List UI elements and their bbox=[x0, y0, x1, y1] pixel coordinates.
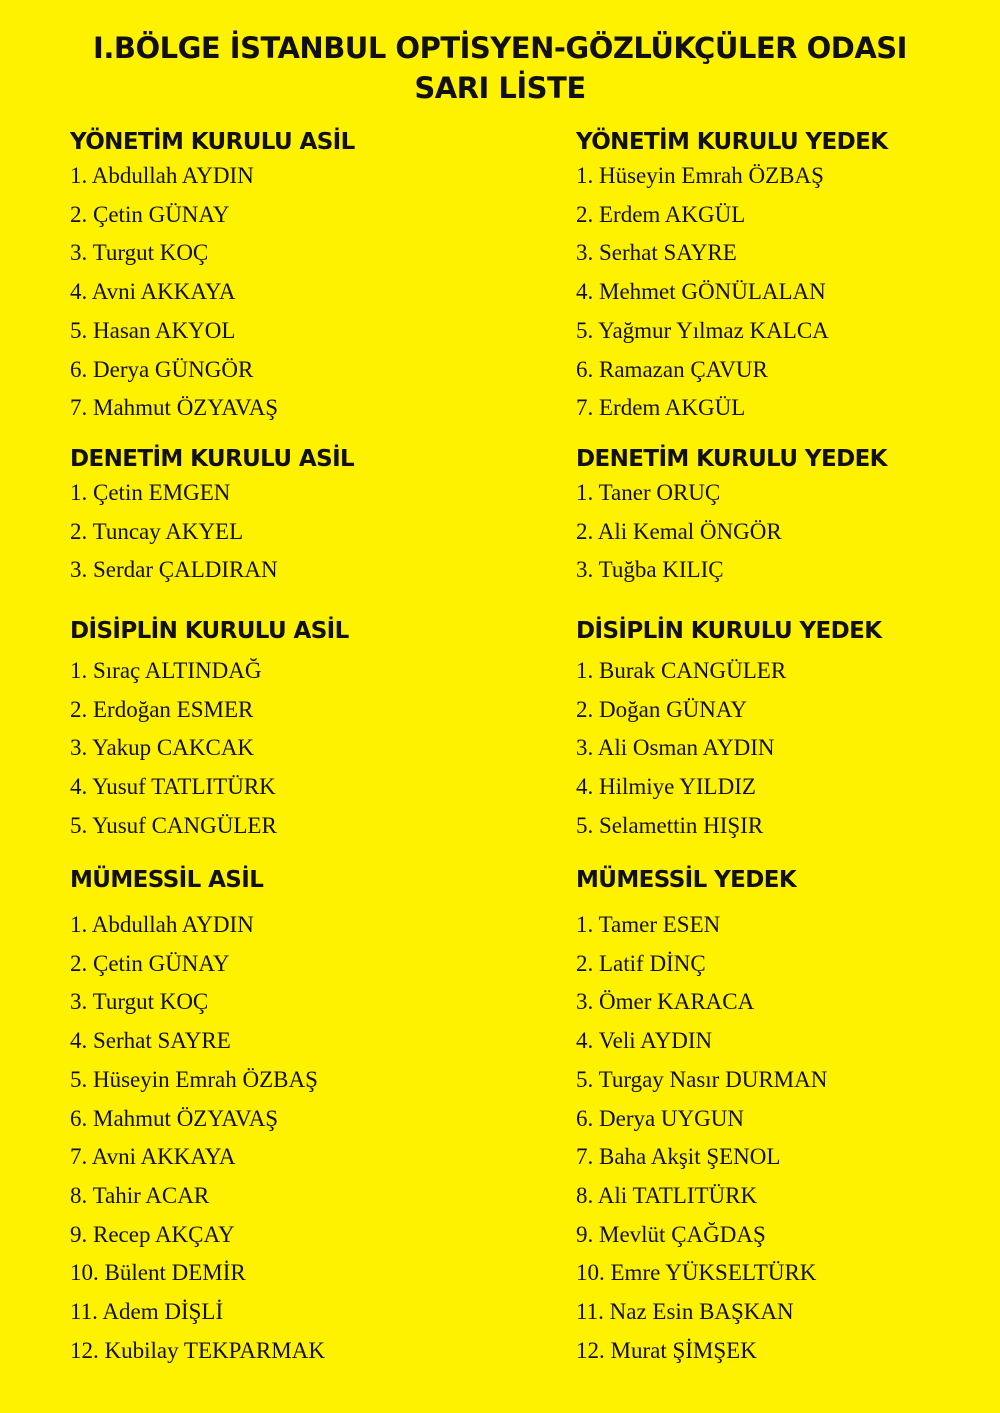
list-item: 2. Çetin GÜNAY bbox=[70, 950, 230, 976]
list-item: 1. Burak CANGÜLER bbox=[576, 658, 787, 683]
list-item: 11. Naz Esin BAŞKAN bbox=[576, 1299, 794, 1325]
list-item: 3. Serhat SAYRE bbox=[576, 240, 737, 266]
list-item: 12. Kubilay TEKPARMAK bbox=[70, 1337, 325, 1363]
list-item: 1. Taner ORUÇ bbox=[576, 480, 721, 505]
name-list bbox=[70, 906, 490, 1370]
list-item: 5. Hasan AKYOL bbox=[70, 317, 236, 343]
section-heading: MÜMESSİL YEDEK bbox=[576, 867, 797, 893]
list-item: 9. Mevlüt ÇAĞDAŞ bbox=[576, 1221, 766, 1247]
list-item: 7. Erdem AKGÜL bbox=[576, 395, 746, 421]
section-heading: DENETİM KURULU YEDEK bbox=[576, 446, 887, 472]
section-denetim-asil bbox=[70, 444, 490, 590]
name-list bbox=[576, 906, 996, 1370]
list-item: 2. Erdoğan ESMER bbox=[70, 696, 254, 722]
list-item: 2. Latif DİNÇ bbox=[576, 950, 706, 976]
list-item: 3. Serdar ÇALDIRAN bbox=[70, 557, 278, 583]
list-item: 8. Tahir ACAR bbox=[70, 1182, 210, 1208]
name-list bbox=[70, 652, 490, 846]
list-item: 3. Ömer KARACA bbox=[576, 989, 755, 1015]
list-item: 6. Mahmut ÖZYAVAŞ bbox=[70, 1105, 279, 1131]
section-heading: YÖNETİM KURULU YEDEK bbox=[576, 129, 888, 155]
section-disiplin-yedek bbox=[576, 616, 996, 846]
list-item: 1. Sıraç ALTINDAĞ bbox=[70, 658, 262, 683]
list-item: 4. Avni AKKAYA bbox=[70, 279, 236, 305]
section-disiplin-asil bbox=[70, 616, 490, 846]
list-item: 3. Tuğba KILIÇ bbox=[576, 557, 724, 583]
list-item: 3. Ali Osman AYDIN bbox=[576, 735, 775, 761]
list-item: 1. Hüseyin Emrah ÖZBAŞ bbox=[576, 163, 824, 188]
title-line-2: SARI LİSTE bbox=[414, 71, 586, 105]
list-item: 6. Ramazan ÇAVUR bbox=[576, 356, 768, 382]
name-list bbox=[70, 474, 490, 590]
section-yonetim-yedek bbox=[576, 127, 996, 428]
name-list bbox=[576, 474, 996, 590]
section-heading: MÜMESSİL ASİL bbox=[70, 867, 264, 893]
list-item: 11. Adem DİŞLİ bbox=[70, 1299, 224, 1325]
list-item: 5. Hüseyin Emrah ÖZBAŞ bbox=[70, 1066, 318, 1092]
list-item: 2. Tuncay AKYEL bbox=[70, 518, 244, 544]
list-item: 2. Ali Kemal ÖNGÖR bbox=[576, 518, 782, 544]
list-item: 1. Abdullah AYDIN bbox=[70, 912, 254, 937]
section-mumessil-yedek bbox=[576, 865, 996, 1370]
list-item: 5. Yağmur Yılmaz KALCA bbox=[576, 317, 829, 343]
list-item: 6. Derya GÜNGÖR bbox=[70, 356, 254, 382]
list-item: 8. Ali TATLITÜRK bbox=[576, 1182, 758, 1208]
list-item: 7. Mahmut ÖZYAVAŞ bbox=[70, 395, 279, 421]
list-item: 7. Baha Akşit ŞENOL bbox=[576, 1144, 781, 1170]
list-item: 4. Yusuf TATLITÜRK bbox=[70, 774, 276, 800]
list-item: 12. Murat ŞİMŞEK bbox=[576, 1337, 757, 1363]
section-heading: DENETİM KURULU ASİL bbox=[70, 446, 355, 472]
list-item: 4. Mehmet GÖNÜLALAN bbox=[576, 279, 826, 305]
list-item: 7. Avni AKKAYA bbox=[70, 1144, 236, 1170]
section-heading: YÖNETİM KURULU ASİL bbox=[70, 129, 355, 155]
list-item: 5. Yusuf CANGÜLER bbox=[70, 812, 277, 838]
section-denetim-yedek bbox=[576, 444, 996, 590]
list-item: 9. Recep AKÇAY bbox=[70, 1221, 235, 1247]
name-list bbox=[576, 157, 996, 428]
list-item: 10. Emre YÜKSELTÜRK bbox=[576, 1260, 817, 1286]
list-item: 1. Tamer ESEN bbox=[576, 912, 721, 937]
list-item: 3. Yakup CAKCAK bbox=[70, 735, 255, 761]
list-item: 2. Çetin GÜNAY bbox=[70, 201, 230, 227]
document-title bbox=[0, 28, 1000, 108]
list-item: 1. Abdullah AYDIN bbox=[70, 163, 254, 188]
section-heading: DİSİPLİN KURULU YEDEK bbox=[576, 618, 882, 644]
list-item: 2. Doğan GÜNAY bbox=[576, 696, 748, 722]
name-list bbox=[70, 157, 490, 428]
title-line-1: I.BÖLGE İSTANBUL OPTİSYEN-GÖZLÜKÇÜLER ODASI bbox=[93, 31, 907, 65]
name-list bbox=[576, 652, 996, 846]
list-item: 2. Erdem AKGÜL bbox=[576, 201, 746, 227]
list-item: 4. Hilmiye YILDIZ bbox=[576, 774, 756, 800]
list-item: 4. Serhat SAYRE bbox=[70, 1028, 231, 1054]
list-item: 6. Derya UYGUN bbox=[576, 1105, 744, 1131]
section-yonetim-asil bbox=[70, 127, 490, 428]
list-item: 5. Turgay Nasır DURMAN bbox=[576, 1066, 828, 1092]
list-item: 5. Selamettin HIŞIR bbox=[576, 812, 764, 838]
list-item: 4. Veli AYDIN bbox=[576, 1028, 713, 1054]
section-mumessil-asil bbox=[70, 865, 490, 1370]
list-item: 3. Turgut KOÇ bbox=[70, 240, 209, 266]
list-item: 3. Turgut KOÇ bbox=[70, 989, 209, 1015]
section-heading: DİSİPLİN KURULU ASİL bbox=[70, 618, 349, 644]
list-item: 1. Çetin EMGEN bbox=[70, 480, 231, 505]
list-item: 10. Bülent DEMİR bbox=[70, 1260, 246, 1286]
